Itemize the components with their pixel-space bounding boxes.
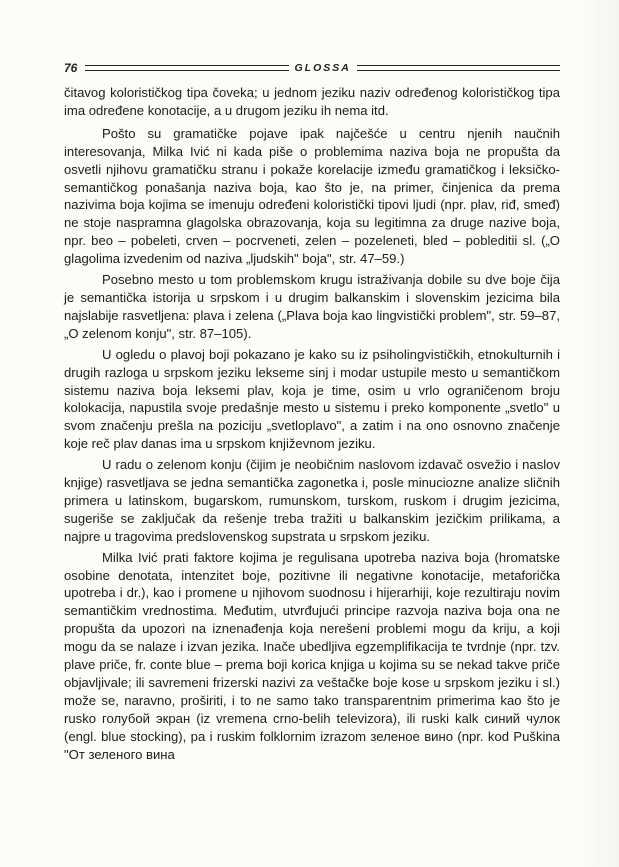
article-body bbox=[64, 84, 560, 767]
header-rule-right bbox=[357, 65, 560, 71]
page-number: 76 bbox=[64, 61, 78, 75]
header-rule-left bbox=[85, 65, 288, 71]
paragraph-6: Milka Ivić prati faktore kojima je regulisana upotreba naziva boja (hromatske osobine denotata, intenzitet boje, pozitivne ili negativne konotacije, metaforička upotreba i dr.), kao i promene u njihovom suodnosu i hijerarhiji, koje rezultiraju novim semantičkim vrednostima. Međutim, utvrđujući principe razvoja naziva boja ona ne propušta da upozori na iznenađenja koja nerešeni problemi mogu da kriju, a koji mogu da se nalaze i izvan jezika. Inače ubedljiva egzemplifikacija te tvrdnje (npr. tzv. plave priče, fr. conte blue – prema boji korica knjiga u kojima su se nekad takve priče objavljivale; ili savremeni frizerski nazivi za veštačke boje kose u srpskom jeziku i sl.) može se, naravno, proširiti, i to ne samo tako transparentnim primerima kao što je rusko голубой экран (iz vremena crno-belih televizora), ili ruski kalk синий чулок (engl. blue stocking), pa i ruskim folklornim izrazom зеленое вино (npr. kod Puškina "От зеленого вина bbox=[64, 549, 560, 762]
paragraph-1: čitavog kolorističkog tipa čoveka; u jednom jeziku naziv određenog kolorističkog tipa ima određene konotacije, a u drugom jeziku ih nema itd. bbox=[64, 85, 560, 118]
running-header bbox=[64, 60, 560, 76]
paragraph-3: Posebno mesto u tom problemskom krugu istraživanja dobile su dve boje čija je semantička istorija u srpskom i u drugim balkanskim i slovenskim jezicima bila najslabije rasvetljena: plava i zelena („Plava boja kao lingvistički problem", str. 59–87, „O zelenom konju", str. 87–105). bbox=[64, 272, 560, 341]
scan-shadow bbox=[581, 0, 619, 867]
journal-title: GLOSSA bbox=[294, 62, 351, 74]
paragraph-2: Pošto su gramatičke pojave ipak najčešće u centru njenih naučnih interesovanja, Milka Ivić ni kada piše o problemima naziva boja ne propušta da osvetli njihovu gramatičku stranu i pokaže korelacije između gramatičkog i leksičko-semantičkog ponašanja naziva boja, kao što je, na primer, činjenica da prema nazivima boja kojima se imenuju određeni koloristički tipovi ljudi (npr. plav, riđ, smeđ) ne stoje naspramna glagolska obrazovanja, koja su legitimna za druge nazive boja, npr. beo – pobeleti, crven – pocrveneti, zelen – pozeleneti, bled – pobleditii sl. („O glagolima izvedenim od naziva „ljudskih" boja", str. 47–59.) bbox=[64, 125, 560, 267]
paragraph-4: U ogledu o plavoj boji pokazano je kako su iz psiholingvističkih, etnokulturnih i drugih razloga u srpskom jeziku lekseme sinj i modar ustupile mesto u semantičkom sistemu naziva boja leksemi plav, koja je time, osim u vrlo ograničenom broju kolokacija, napustila svoje predašnje mesto u sistemu i preko komponente „svetlo" u svom značenju prešla na poziciju „svetloplavo", a zatim i na ono osnovno značenje koje reč plav danas ima u srpskom književnom jeziku. bbox=[64, 346, 560, 452]
paragraph-5: U radu o zelenom konju (čijim je neobičnim naslovom izdavač osvežio i naslov knjige) rasvetljava se jedna semantička zagonetka i, posle minuciozne analize sličnih primera u latinskom, bugarskom, rumunskom, turskom, ruskom i drugim jezicima, sugeriše se zaključak da rešenje treba tražiti u balkanskim jezičkim prilikama, a najpre u tragovima predslovenskog supstrata u srpskom jeziku. bbox=[64, 457, 560, 544]
